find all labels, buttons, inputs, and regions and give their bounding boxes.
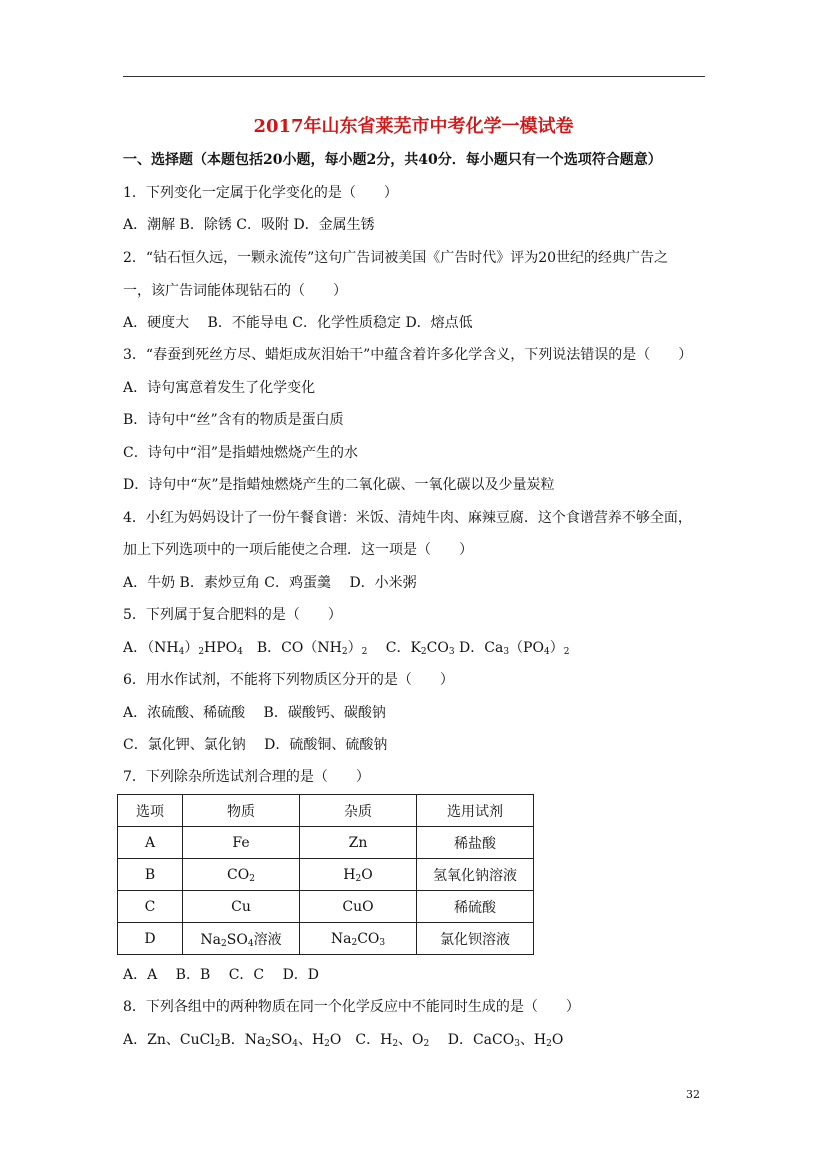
q7-table [117,794,534,955]
q3-option-a: A．诗句寓意着发生了化学变化 [123,380,316,396]
table-row [118,923,534,955]
page-title: 2017年山东省莱芜市中考化学一模试卷 [253,116,574,137]
table-cell: 稀盐酸 [417,827,534,859]
q4-options: A．牛奶 B．素炒豆角 C．鸡蛋羹 D．小米粥 [123,575,417,591]
q8-stem: 8．下列各组中的两种物质在同一个化学反应中不能同时生成的是（ ） [123,999,580,1015]
section-heading: 一、选择题（本题包括20小题，每小题2分，共40分．每小题只有一个选项符合题意） [123,152,662,168]
table-row [118,891,534,923]
table-cell: 稀硫酸 [417,891,534,923]
q1-options: A．潮解 B．除锈 C．吸附 D．金属生锈 [123,217,375,233]
table-cell: $Na_2SO_4$溶液 [183,923,300,955]
q7-options: A．A B．B C．C D．D [123,967,320,983]
header-rule [123,76,705,77]
table-cell: C [118,891,183,923]
q2-stem-line2: 一，该广告词能体现钻石的（ ） [123,283,347,299]
table-cell: CuO [300,891,417,923]
q6-options-row2: C．氯化钾、氯化钠 D．硫酸铜、硫酸钠 [123,737,388,753]
table-cell: D [118,923,183,955]
table-header-cell: 选项 [118,795,183,827]
q2-stem-line1: 2．“钻石恒久远，一颗永流传”这句广告词被美国《广告时代》评为20世纪的经典广告之 [123,250,669,266]
table-cell: B [118,859,183,891]
table-cell: Fe [183,827,300,859]
q5-options: A．$(NH_4)_2HPO_4$ B．$CO(NH_2)_2$ C．$K_2CO_3$ D．$Ca_3(PO_4)_2$ [123,640,570,657]
q7-stem: 7．下列除杂所选试剂合理的是（ ） [123,769,370,785]
q5-stem: 5．下列属于复合肥料的是（ ） [123,607,342,623]
q4-stem-line2: 加上下列选项中的一项后能使之合理．这一项是（ ） [123,542,473,558]
table-row [118,859,534,891]
q2-options: A．硬度大 B．不能导电 C．化学性质稳定 D．熔点低 [123,315,473,331]
q3-option-c: C．诗句中“泪”是指蜡烛燃烧产生的水 [123,445,359,461]
table-header-cell: 杂质 [300,795,417,827]
q8-options: A．Zn、CuCl$_2$B．$Na_2SO_4$、$H_2O$ C．$H_2$、$O_2$ D．CaCO$_3$、$H_2O$ [123,1032,564,1049]
table-cell: $H_2O$ [300,859,417,891]
table-cell: A [118,827,183,859]
q4-stem-line1: 4．小红为妈妈设计了一份午餐食谱：米饭、清炖牛肉、麻辣豆腐．这个食谱营养不够全面， [123,510,692,526]
table-header-row [118,795,534,827]
table-cell: 氢氧化钠溶液 [417,859,534,891]
q3-option-b: B．诗句中“丝”含有的物质是蛋白质 [123,412,344,428]
table-cell: Zn [300,827,417,859]
table-row [118,827,534,859]
q3-option-d: D．诗句中“灰”是指蜡烛燃烧产生的二氧化碳、一氧化碳以及少量炭粒 [123,477,555,493]
q1-stem: 1．下列变化一定属于化学变化的是（ ） [123,185,398,201]
q6-stem: 6．用水作试剂，不能将下列物质区分开的是（ ） [123,672,454,688]
page-number: 32 [686,1088,700,1101]
table-header-cell: 物质 [183,795,300,827]
table-header-cell: 选用试剂 [417,795,534,827]
table-cell: $Na_2CO_3$ [300,923,417,955]
q3-stem: 3．“春蚕到死丝方尽、蜡炬成灰泪始干”中蕴含着许多化学含义，下列说法错误的是（ ） [123,347,693,363]
q6-options-row1: A．浓硫酸、稀硫酸 B．碳酸钙、碳酸钠 [123,705,386,721]
table-cell: 氯化钡溶液 [417,923,534,955]
table-cell: Cu [183,891,300,923]
table-cell: $CO_2$ [183,859,300,891]
